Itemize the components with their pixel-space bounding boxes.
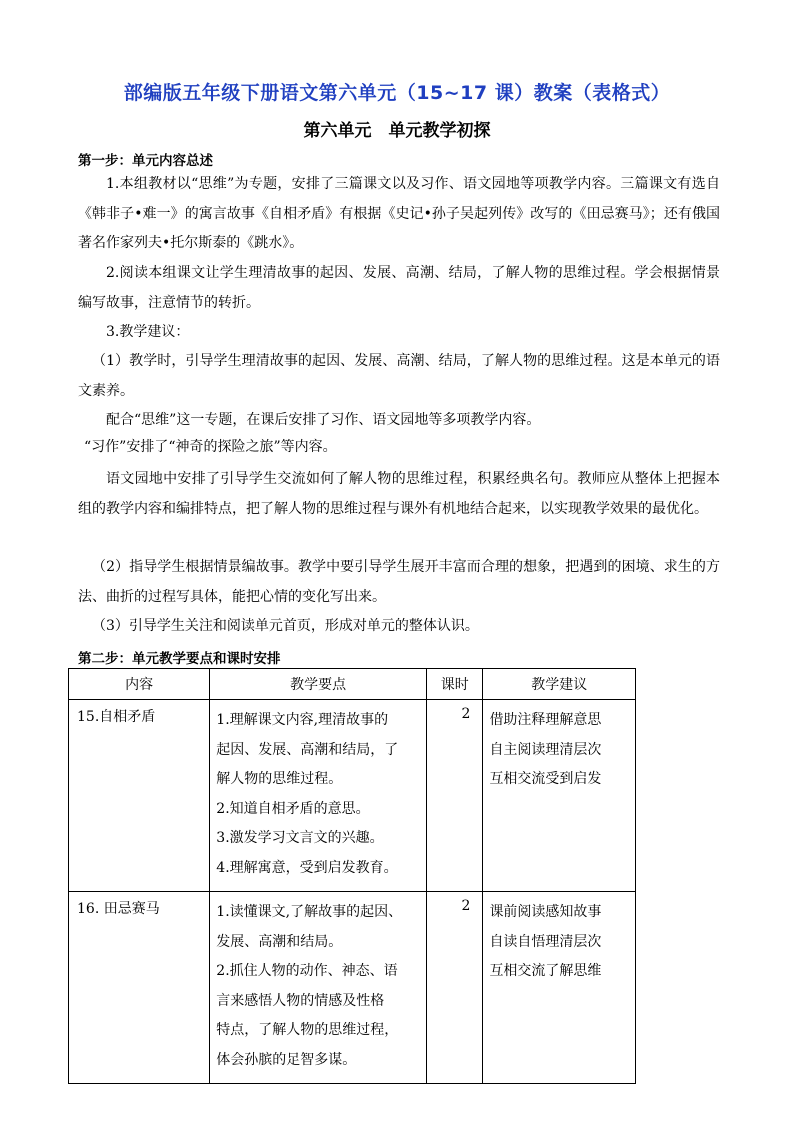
column-header-advice: 教学建议 <box>483 669 636 700</box>
column-header-content: 内容 <box>69 669 210 700</box>
point-line: 2.抓住人物的动作、神态、语 <box>216 963 398 979</box>
advice-line: 借助注释理解意思 <box>489 712 602 728</box>
column-header-hours: 课时 <box>426 669 482 700</box>
paragraph-1: 1.本组教材以“思维”为专题，安排了三篇课文以及习作、语文园地等项教学内容。三篇课文有选自《韩非子•难一》的寓言故事《自相矛盾》有根据《史记•孙子吴起列传》改写的《田忌赛马》；还有俄国著名作家列夫•托尔斯泰的《跳水》。 <box>78 176 720 251</box>
point-line: 言来感悟人物的情感及性格 <box>216 992 385 1009</box>
unit-title: 第六单元 单元教学初探 <box>303 121 491 141</box>
advice-line: 互相交流受到启发 <box>489 771 602 787</box>
point-line: 特点，了解人物的思维过程， <box>216 1022 399 1038</box>
point-line: 2.知道自相矛盾的意思。 <box>216 800 370 817</box>
lesson-points <box>210 892 427 1084</box>
paragraph-4: （1）教学时，引导学生理清故事的起因、发展、高潮、结局，了解人物的思维过程。这是本单元的语文素养。 <box>78 353 720 399</box>
table-header-row <box>69 669 636 700</box>
advice-line: 课前阅读感知故事 <box>489 904 602 920</box>
document-title: 部编版五年级下册语文第六单元（15~17 课）教案（表格式） <box>123 82 671 104</box>
point-line: 起因、发展、高潮和结局，了 <box>216 741 399 758</box>
paragraph-5: 配合“思维”这一专题，在课后安排了习作、语文园地等多项教学内容。 <box>106 412 541 428</box>
lesson-advice <box>483 700 636 892</box>
column-header-points: 教学要点 <box>210 669 427 700</box>
lesson-hours: 2 <box>426 700 482 892</box>
table-row <box>69 892 636 1084</box>
paragraph-6: “习作”安排了“神奇的探险之旅”等内容。 <box>84 439 337 455</box>
point-line: 3.激发学习文言文的兴趣。 <box>216 830 384 846</box>
point-line: 体会孙膑的足智多谋。 <box>216 1051 357 1068</box>
point-line: 发展、高潮和结局。 <box>216 933 343 950</box>
table-row <box>69 700 636 892</box>
point-line: 1.读懂课文,了解故事的起因、 <box>216 904 403 920</box>
advice-line: 自主阅读理清层次 <box>489 741 602 758</box>
point-line: 4.理解寓意，受到启发教育。 <box>216 859 398 876</box>
lesson-name: 16. 田忌赛马 <box>69 892 210 1084</box>
lesson-plan-table <box>68 668 636 1084</box>
point-line: 解人物的思维过程。 <box>216 771 343 787</box>
lesson-name: 15.自相矛盾 <box>69 700 210 892</box>
paragraph-8: （2）指导学生根据情景编故事。教学中要引导学生展开丰富而合理的想象，把遇到的困境、求生的方法、曲折的过程写具体，能把心情的变化写出来。 <box>78 559 720 605</box>
paragraph-2: 2.阅读本组课文让学生理清故事的起因、发展、高潮、结局，了解人物的思维过程。学会根据情景编写故事，注意情节的转折。 <box>78 265 720 311</box>
paragraph-3: 3.教学建议： <box>106 324 190 340</box>
paragraph-7: 语文园地中安排了引导学生交流如何了解人物的思维过程，积累经典名句。教师应从整体上把握本组的教学内容和编排特点，把了解人物的思维过程与课外有机地结合起来，以实现教学效果的最优化。 <box>78 471 720 517</box>
lesson-points <box>210 700 427 892</box>
lesson-advice <box>483 892 636 1084</box>
paragraph-9: （3）引导学生关注和阅读单元首页，形成对单元的整体认识。 <box>92 618 479 634</box>
advice-line: 互相交流了解思维 <box>489 963 602 979</box>
lesson-hours: 2 <box>426 892 482 1084</box>
step1-heading: 第一步：单元内容总述 <box>78 153 213 169</box>
point-line: 1.理解课文内容,理清故事的 <box>216 712 389 728</box>
advice-line: 自读自悟理清层次 <box>489 933 602 950</box>
step2-heading: 第二步：单元教学要点和课时安排 <box>78 651 281 667</box>
